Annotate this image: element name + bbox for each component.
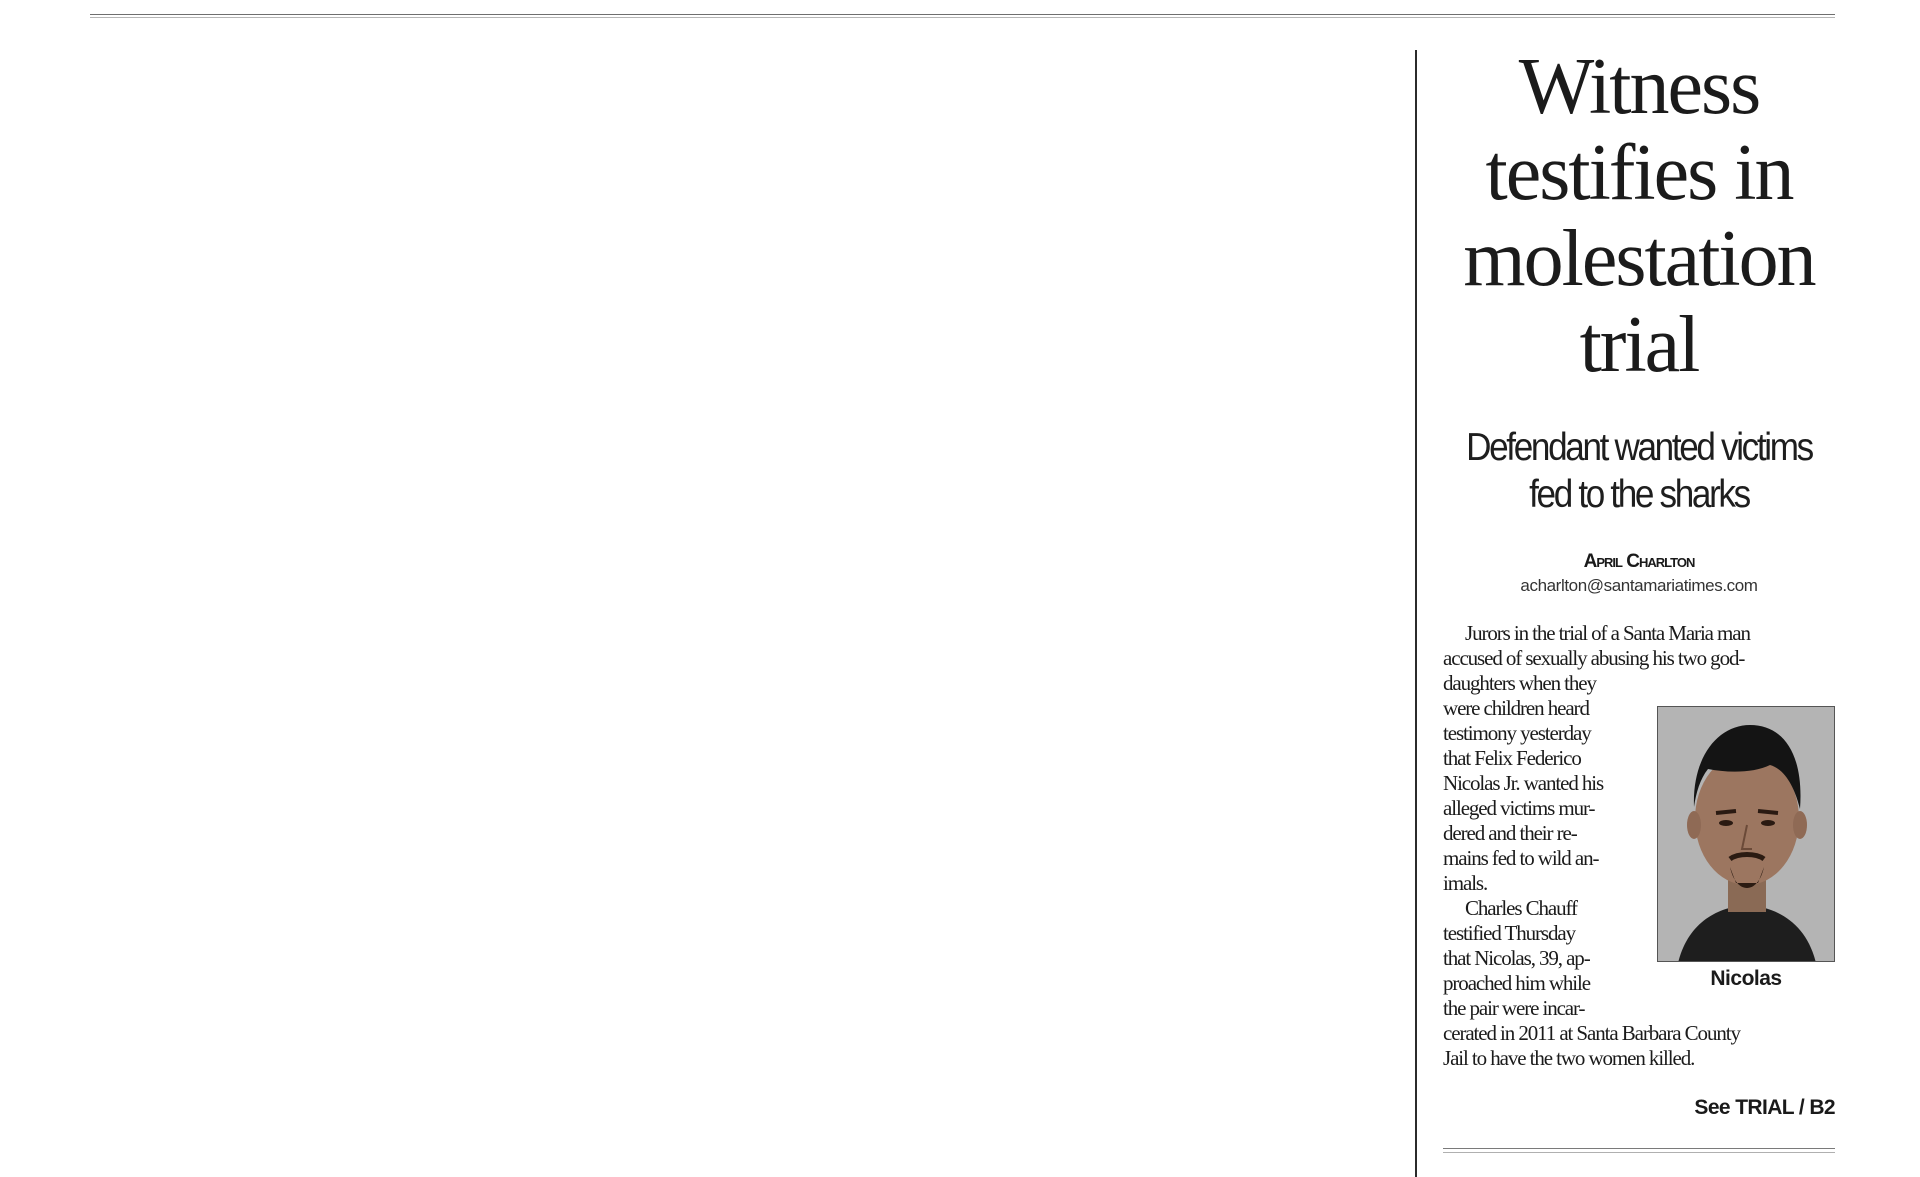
jump-line[interactable]: See TRIAL / B2 [1694, 1096, 1835, 1119]
mugshot-photo [1657, 706, 1835, 962]
byline: April Charlton [1583, 551, 1695, 572]
headline-line: Witness [1518, 43, 1760, 131]
top-rule [90, 14, 1835, 18]
column-divider [1415, 50, 1417, 1177]
headline [1443, 44, 1835, 388]
headline-line: trial [1579, 301, 1699, 389]
bottom-rule [1443, 1148, 1835, 1153]
blank-page-area [60, 25, 1405, 1175]
headline-line: testifies in [1485, 129, 1793, 217]
body-line: were children heard [1443, 696, 1589, 720]
body-line: that Felix Federico [1443, 746, 1581, 770]
portrait-image [1658, 707, 1835, 962]
body-line: Charles Chauff [1465, 896, 1577, 920]
body-line: Nicolas Jr. wanted his [1443, 771, 1604, 795]
body-line: testified Thursday [1443, 921, 1576, 945]
article-body [1443, 621, 1835, 1071]
subheadline-line: fed to the sharks [1529, 473, 1749, 516]
body-line: Jurors in the trial of a Santa Maria man [1465, 621, 1750, 645]
body-line: testimony yesterday [1443, 721, 1591, 745]
headline-line: molestation [1463, 215, 1815, 303]
body-line: that Nicolas, 39, ap- [1443, 946, 1590, 970]
subheadline [1463, 424, 1816, 518]
subheadline-line: Defendant wanted victims [1466, 426, 1812, 469]
article [1443, 44, 1835, 1071]
body-line: proached him while [1443, 971, 1590, 995]
body-line: dered and their re- [1443, 821, 1577, 845]
body-line: cerated in 2011 at Santa Barbara County [1443, 1021, 1740, 1045]
body-line: mains fed to wild an- [1443, 846, 1599, 870]
body-line: imals. [1443, 871, 1488, 895]
body-line: daughters when they [1443, 671, 1596, 695]
body-line: Jail to have the two women killed. [1443, 1046, 1695, 1070]
author-email[interactable]: acharlton@santamariatimes.com [1520, 576, 1758, 595]
body-line: the pair were incar- [1443, 996, 1585, 1020]
photo-caption: Nicolas [1710, 967, 1782, 990]
body-line: accused of sexually abusing his two god- [1443, 646, 1745, 670]
body-line: alleged victims mur- [1443, 796, 1595, 820]
